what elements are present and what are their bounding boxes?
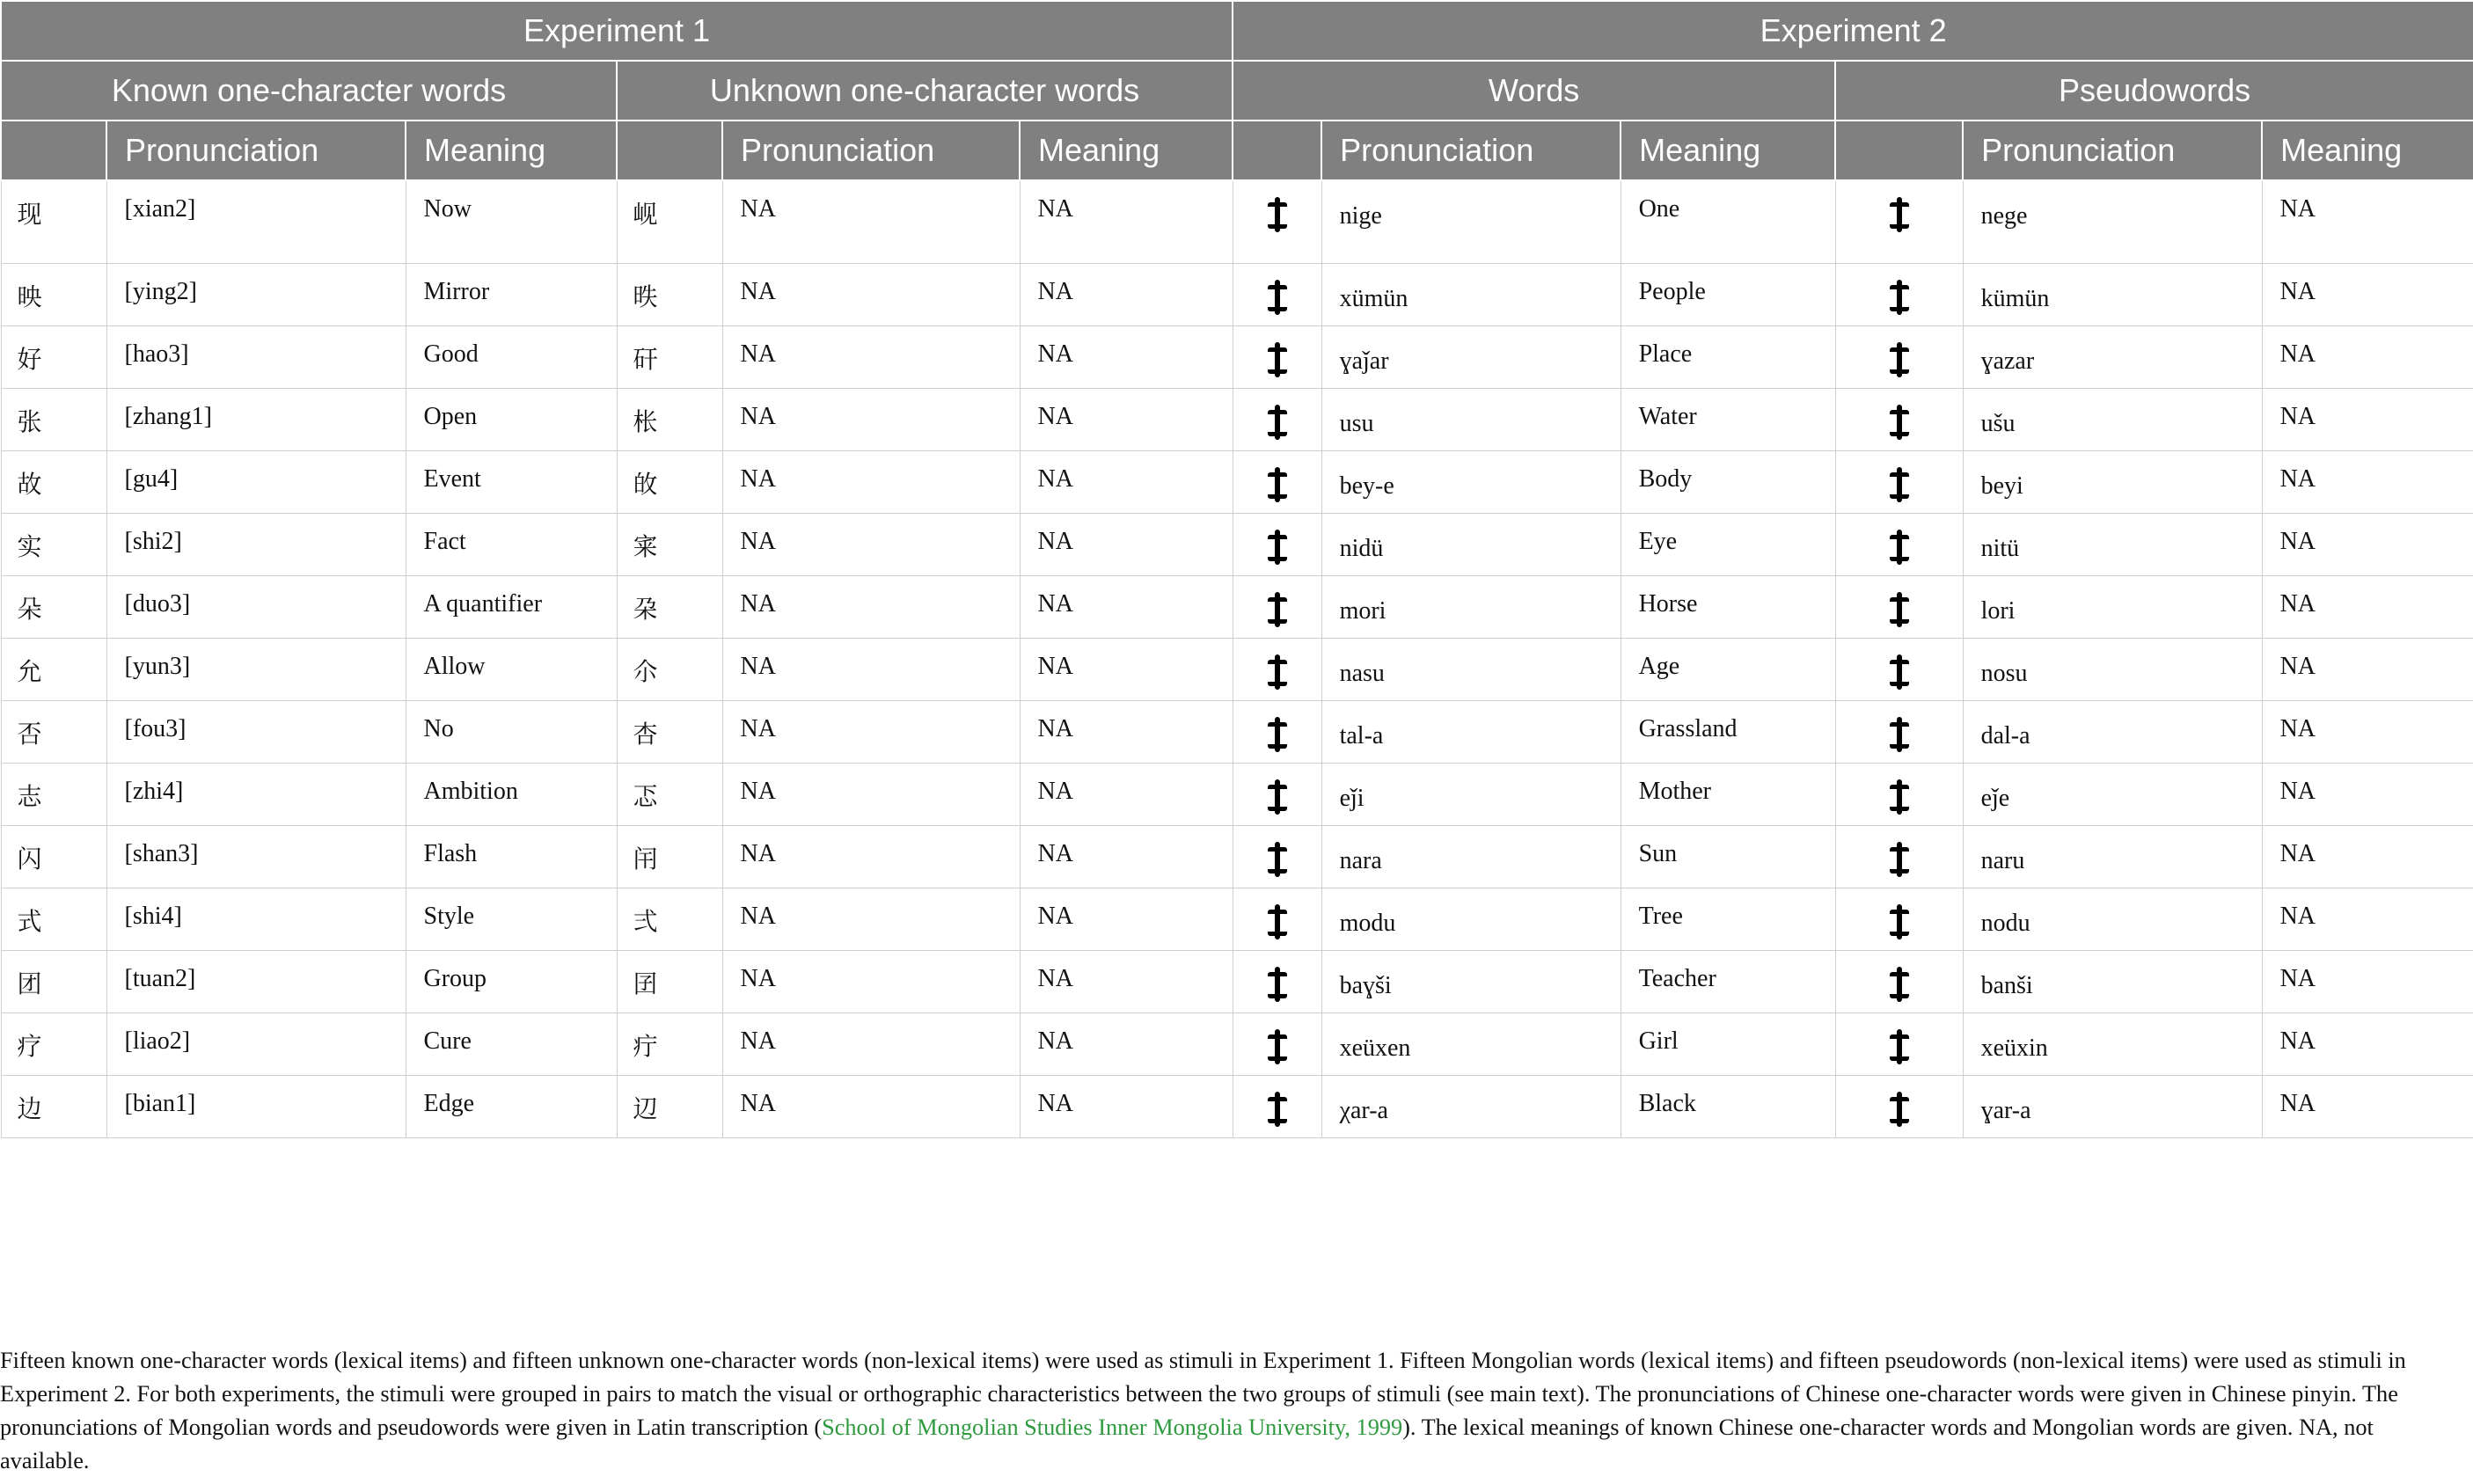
word-transcription: mori [1321, 575, 1621, 638]
pseudoword-transcription: ušu [1963, 388, 2262, 450]
pseudoword-transcription: beyi [1963, 450, 2262, 513]
known-pronunciation: [ying2] [106, 263, 406, 325]
header-pronunciation: Pronunciation [1963, 121, 2262, 180]
mongolian-word-glyph [1233, 825, 1321, 888]
unknown-pronunciation: NA [722, 450, 1020, 513]
unknown-meaning: NA [1020, 888, 1233, 950]
word-transcription: baɣši [1321, 950, 1621, 1012]
mongolian-word-glyph [1233, 888, 1321, 950]
mongolian-script-icon [1889, 715, 1910, 756]
word-transcription: usu [1321, 388, 1621, 450]
mongolian-word-glyph [1233, 638, 1321, 700]
mongolian-script-icon [1267, 195, 1288, 236]
mongolian-pseudoword-glyph [1835, 180, 1963, 263]
word-transcription: bey-e [1321, 450, 1621, 513]
subgroup-header-row [1, 61, 2473, 121]
pseudoword-meaning: NA [2262, 575, 2473, 638]
column-header-row [1, 121, 2473, 180]
mongolian-word-glyph [1233, 700, 1321, 763]
pseudoword-meaning: NA [2262, 1012, 2473, 1075]
header-meaning: Meaning [1621, 121, 1835, 180]
known-meaning: No [406, 700, 617, 763]
word-meaning: Girl [1621, 1012, 1835, 1075]
known-pronunciation: [shi2] [106, 513, 406, 575]
unknown-meaning: NA [1020, 450, 1233, 513]
table-body [1, 180, 2473, 1137]
known-pronunciation: [yun3] [106, 638, 406, 700]
table-row [1, 825, 2473, 888]
known-character: 张 [1, 388, 106, 450]
header-pseudowords: Pseudowords [1835, 61, 2473, 121]
mongolian-script-icon [1889, 465, 1910, 506]
word-meaning: One [1621, 180, 1835, 263]
table-footnote [0, 1344, 2463, 1478]
known-character: 好 [1, 325, 106, 388]
mongolian-script-icon [1889, 528, 1910, 568]
known-character: 团 [1, 950, 106, 1012]
known-meaning: Now [406, 180, 617, 263]
unknown-pronunciation: NA [722, 180, 1020, 263]
unknown-pronunciation: NA [722, 825, 1020, 888]
unknown-character: 宷 [617, 513, 722, 575]
unknown-pronunciation: NA [722, 1075, 1020, 1137]
word-transcription: eǰi [1321, 763, 1621, 825]
word-meaning: Horse [1621, 575, 1835, 638]
known-pronunciation: [duo3] [106, 575, 406, 638]
mongolian-pseudoword-glyph [1835, 1012, 1963, 1075]
known-pronunciation: [liao2] [106, 1012, 406, 1075]
table-row [1, 575, 2473, 638]
mongolian-script-icon [1267, 1090, 1288, 1130]
pseudoword-transcription: banši [1963, 950, 2262, 1012]
mongolian-word-glyph [1233, 325, 1321, 388]
mongolian-script-icon [1267, 715, 1288, 756]
unknown-character: 杏 [617, 700, 722, 763]
unknown-pronunciation: NA [722, 513, 1020, 575]
unknown-meaning: NA [1020, 950, 1233, 1012]
known-meaning: Group [406, 950, 617, 1012]
mongolian-pseudoword-glyph [1835, 575, 1963, 638]
mongolian-script-icon [1267, 1027, 1288, 1068]
word-meaning: Black [1621, 1075, 1835, 1137]
unknown-character: 敀 [617, 450, 722, 513]
pseudoword-transcription: naru [1963, 825, 2262, 888]
word-meaning: Mother [1621, 763, 1835, 825]
mongolian-script-icon [1267, 465, 1288, 506]
unknown-character: 尒 [617, 638, 722, 700]
header-experiment-2: Experiment 2 [1233, 1, 2473, 61]
mongolian-word-glyph [1233, 575, 1321, 638]
pseudoword-transcription: ɣazar [1963, 325, 2262, 388]
known-meaning: Ambition [406, 763, 617, 825]
header-meaning: Meaning [2262, 121, 2473, 180]
known-meaning: Open [406, 388, 617, 450]
unknown-pronunciation: NA [722, 1012, 1020, 1075]
mongolian-script-icon [1267, 590, 1288, 631]
table-row [1, 950, 2473, 1012]
unknown-meaning: NA [1020, 575, 1233, 638]
known-character: 允 [1, 638, 106, 700]
mongolian-pseudoword-glyph [1835, 450, 1963, 513]
pseudoword-meaning: NA [2262, 263, 2473, 325]
word-transcription: nidü [1321, 513, 1621, 575]
mongolian-script-icon [1889, 965, 1910, 1005]
unknown-meaning: NA [1020, 700, 1233, 763]
unknown-character: 朶 [617, 575, 722, 638]
header-pronunciation: Pronunciation [106, 121, 406, 180]
table-row [1, 888, 2473, 950]
pseudoword-transcription: nodu [1963, 888, 2262, 950]
unknown-pronunciation: NA [722, 763, 1020, 825]
mongolian-script-icon [1889, 653, 1910, 693]
known-meaning: Edge [406, 1075, 617, 1137]
table-row [1, 325, 2473, 388]
mongolian-pseudoword-glyph [1835, 700, 1963, 763]
mongolian-word-glyph [1233, 1012, 1321, 1075]
table-row [1, 263, 2473, 325]
known-pronunciation: [tuan2] [106, 950, 406, 1012]
header-blank [1233, 121, 1321, 180]
mongolian-word-glyph [1233, 450, 1321, 513]
pseudoword-meaning: NA [2262, 763, 2473, 825]
mongolian-pseudoword-glyph [1835, 325, 1963, 388]
table-row [1, 1012, 2473, 1075]
pseudoword-meaning: NA [2262, 888, 2473, 950]
table-row [1, 1075, 2473, 1137]
unknown-character: 疔 [617, 1012, 722, 1075]
known-character: 式 [1, 888, 106, 950]
word-transcription: nasu [1321, 638, 1621, 700]
mongolian-script-icon [1267, 965, 1288, 1005]
known-pronunciation: [bian1] [106, 1075, 406, 1137]
unknown-meaning: NA [1020, 388, 1233, 450]
known-character: 现 [1, 180, 106, 263]
mongolian-script-icon [1889, 278, 1910, 318]
table-row [1, 388, 2473, 450]
mongolian-word-glyph [1233, 763, 1321, 825]
known-pronunciation: [xian2] [106, 180, 406, 263]
word-meaning: Water [1621, 388, 1835, 450]
mongolian-pseudoword-glyph [1835, 825, 1963, 888]
mongolian-word-glyph [1233, 513, 1321, 575]
mongolian-word-glyph [1233, 1075, 1321, 1137]
unknown-pronunciation: NA [722, 575, 1020, 638]
known-meaning: Good [406, 325, 617, 388]
mongolian-script-icon [1267, 653, 1288, 693]
word-transcription: xeüxen [1321, 1012, 1621, 1075]
known-pronunciation: [gu4] [106, 450, 406, 513]
table-row [1, 700, 2473, 763]
mongolian-script-icon [1267, 278, 1288, 318]
mongolian-pseudoword-glyph [1835, 1075, 1963, 1137]
word-transcription: χar-a [1321, 1075, 1621, 1137]
known-character: 故 [1, 450, 106, 513]
header-pronunciation: Pronunciation [722, 121, 1020, 180]
pseudoword-transcription: nitü [1963, 513, 2262, 575]
word-meaning: Place [1621, 325, 1835, 388]
mongolian-script-icon [1889, 403, 1910, 443]
pseudoword-transcription: nege [1963, 180, 2262, 263]
word-transcription: xümün [1321, 263, 1621, 325]
known-meaning: Allow [406, 638, 617, 700]
known-pronunciation: [zhang1] [106, 388, 406, 450]
pseudoword-transcription: ɣar-a [1963, 1075, 2262, 1137]
known-pronunciation: [shan3] [106, 825, 406, 888]
word-transcription: nige [1321, 180, 1621, 263]
unknown-pronunciation: NA [722, 325, 1020, 388]
header-pronunciation: Pronunciation [1321, 121, 1621, 180]
known-pronunciation: [hao3] [106, 325, 406, 388]
mongolian-pseudoword-glyph [1835, 950, 1963, 1012]
word-meaning: People [1621, 263, 1835, 325]
known-meaning: Fact [406, 513, 617, 575]
word-meaning: Body [1621, 450, 1835, 513]
unknown-character: 昳 [617, 263, 722, 325]
word-transcription: nara [1321, 825, 1621, 888]
unknown-pronunciation: NA [722, 700, 1020, 763]
unknown-meaning: NA [1020, 763, 1233, 825]
footnote-text-end: ). The lexical meanings of known Chinese one-character words and Mongolian words are given. NA, not available. [0, 1415, 2374, 1473]
pseudoword-meaning: NA [2262, 180, 2473, 263]
mongolian-pseudoword-glyph [1835, 888, 1963, 950]
header-blank [617, 121, 722, 180]
known-character: 映 [1, 263, 106, 325]
mongolian-word-glyph [1233, 950, 1321, 1012]
pseudoword-meaning: NA [2262, 638, 2473, 700]
known-character: 闪 [1, 825, 106, 888]
header-blank [1835, 121, 1963, 180]
mongolian-script-icon [1267, 403, 1288, 443]
mongolian-word-glyph [1233, 388, 1321, 450]
unknown-meaning: NA [1020, 638, 1233, 700]
unknown-pronunciation: NA [722, 388, 1020, 450]
unknown-character: 闬 [617, 825, 722, 888]
known-meaning: Style [406, 888, 617, 950]
table-row [1, 513, 2473, 575]
pseudoword-meaning: NA [2262, 513, 2473, 575]
citation-link[interactable]: School of Mongolian Studies Inner Mongolia University, 1999 [822, 1415, 1403, 1440]
pseudoword-meaning: NA [2262, 825, 2473, 888]
header-unknown-words: Unknown one-character words [617, 61, 1233, 121]
mongolian-script-icon [1267, 840, 1288, 881]
unknown-meaning: NA [1020, 180, 1233, 263]
known-meaning: Event [406, 450, 617, 513]
header-blank [1, 121, 106, 180]
pseudoword-transcription: xeüxin [1963, 1012, 2262, 1075]
known-pronunciation: [fou3] [106, 700, 406, 763]
unknown-pronunciation: NA [722, 950, 1020, 1012]
group-header-row [1, 1, 2473, 61]
table-row [1, 763, 2473, 825]
known-pronunciation: [shi4] [106, 888, 406, 950]
unknown-character: 囝 [617, 950, 722, 1012]
table-row [1, 638, 2473, 700]
word-meaning: Eye [1621, 513, 1835, 575]
unknown-character: 岘 [617, 180, 722, 263]
header-meaning: Meaning [406, 121, 617, 180]
unknown-pronunciation: NA [722, 888, 1020, 950]
mongolian-pseudoword-glyph [1835, 763, 1963, 825]
known-character: 朵 [1, 575, 106, 638]
word-meaning: Grassland [1621, 700, 1835, 763]
unknown-pronunciation: NA [722, 638, 1020, 700]
known-character: 志 [1, 763, 106, 825]
header-words: Words [1233, 61, 1835, 121]
mongolian-pseudoword-glyph [1835, 388, 1963, 450]
header-known-words: Known one-character words [1, 61, 617, 121]
word-meaning: Sun [1621, 825, 1835, 888]
mongolian-script-icon [1267, 340, 1288, 381]
footnote-text: Fifteen known one-character words (lexical items) and fifteen unknown one-character words (non-lexical items) were used as stimuli in Experiment 1. Fifteen Mongolian words (lexical items) and fifteen pseudowords (non-lexical items) were used as stimuli in Experiment 2. For both experiments, the stimuli were grouped in pairs to match the visual or orthographic characteristics between the two groups of stimuli (see main text). The pronunciations of Chinese one-character words were given in Chinese pinyin. The pronunciations of Mongolian words and pseudowords were given in Latin transcription ( [0, 1348, 2406, 1440]
header-experiment-1: Experiment 1 [1, 1, 1233, 61]
pseudoword-transcription: kümün [1963, 263, 2262, 325]
word-transcription: ɣaǰar [1321, 325, 1621, 388]
known-character: 疗 [1, 1012, 106, 1075]
unknown-meaning: NA [1020, 1012, 1233, 1075]
known-meaning: Mirror [406, 263, 617, 325]
pseudoword-meaning: NA [2262, 325, 2473, 388]
mongolian-script-icon [1889, 840, 1910, 881]
mongolian-script-icon [1889, 1090, 1910, 1130]
mongolian-pseudoword-glyph [1835, 263, 1963, 325]
mongolian-pseudoword-glyph [1835, 638, 1963, 700]
pseudoword-meaning: NA [2262, 450, 2473, 513]
pseudoword-meaning: NA [2262, 1075, 2473, 1137]
unknown-character: 弍 [617, 888, 722, 950]
mongolian-script-icon [1267, 778, 1288, 818]
known-meaning: Flash [406, 825, 617, 888]
table-row [1, 450, 2473, 513]
word-meaning: Teacher [1621, 950, 1835, 1012]
table-row [1, 180, 2473, 263]
pseudoword-transcription: eǰe [1963, 763, 2262, 825]
word-meaning: Age [1621, 638, 1835, 700]
mongolian-script-icon [1267, 903, 1288, 943]
mongolian-script-icon [1889, 340, 1910, 381]
known-character: 否 [1, 700, 106, 763]
mongolian-word-glyph [1233, 263, 1321, 325]
pseudoword-meaning: NA [2262, 388, 2473, 450]
unknown-meaning: NA [1020, 263, 1233, 325]
unknown-character: 辺 [617, 1075, 722, 1137]
mongolian-script-icon [1889, 195, 1910, 236]
pseudoword-transcription: dal-a [1963, 700, 2262, 763]
known-character: 实 [1, 513, 106, 575]
mongolian-script-icon [1267, 528, 1288, 568]
unknown-pronunciation: NA [722, 263, 1020, 325]
pseudoword-meaning: NA [2262, 950, 2473, 1012]
known-meaning: A quantifier [406, 575, 617, 638]
mongolian-script-icon [1889, 590, 1910, 631]
pseudoword-meaning: NA [2262, 700, 2473, 763]
mongolian-script-icon [1889, 903, 1910, 943]
mongolian-script-icon [1889, 778, 1910, 818]
known-pronunciation: [zhi4] [106, 763, 406, 825]
word-transcription: modu [1321, 888, 1621, 950]
mongolian-script-icon [1889, 1027, 1910, 1068]
pseudoword-transcription: lori [1963, 575, 2262, 638]
known-meaning: Cure [406, 1012, 617, 1075]
mongolian-word-glyph [1233, 180, 1321, 263]
unknown-character: 忑 [617, 763, 722, 825]
mongolian-pseudoword-glyph [1835, 513, 1963, 575]
unknown-character: 矸 [617, 325, 722, 388]
unknown-meaning: NA [1020, 825, 1233, 888]
header-meaning: Meaning [1020, 121, 1233, 180]
known-character: 边 [1, 1075, 106, 1137]
unknown-character: 枨 [617, 388, 722, 450]
word-transcription: tal-a [1321, 700, 1621, 763]
unknown-meaning: NA [1020, 325, 1233, 388]
word-meaning: Tree [1621, 888, 1835, 950]
pseudoword-transcription: nosu [1963, 638, 2262, 700]
unknown-meaning: NA [1020, 513, 1233, 575]
unknown-meaning: NA [1020, 1075, 1233, 1137]
